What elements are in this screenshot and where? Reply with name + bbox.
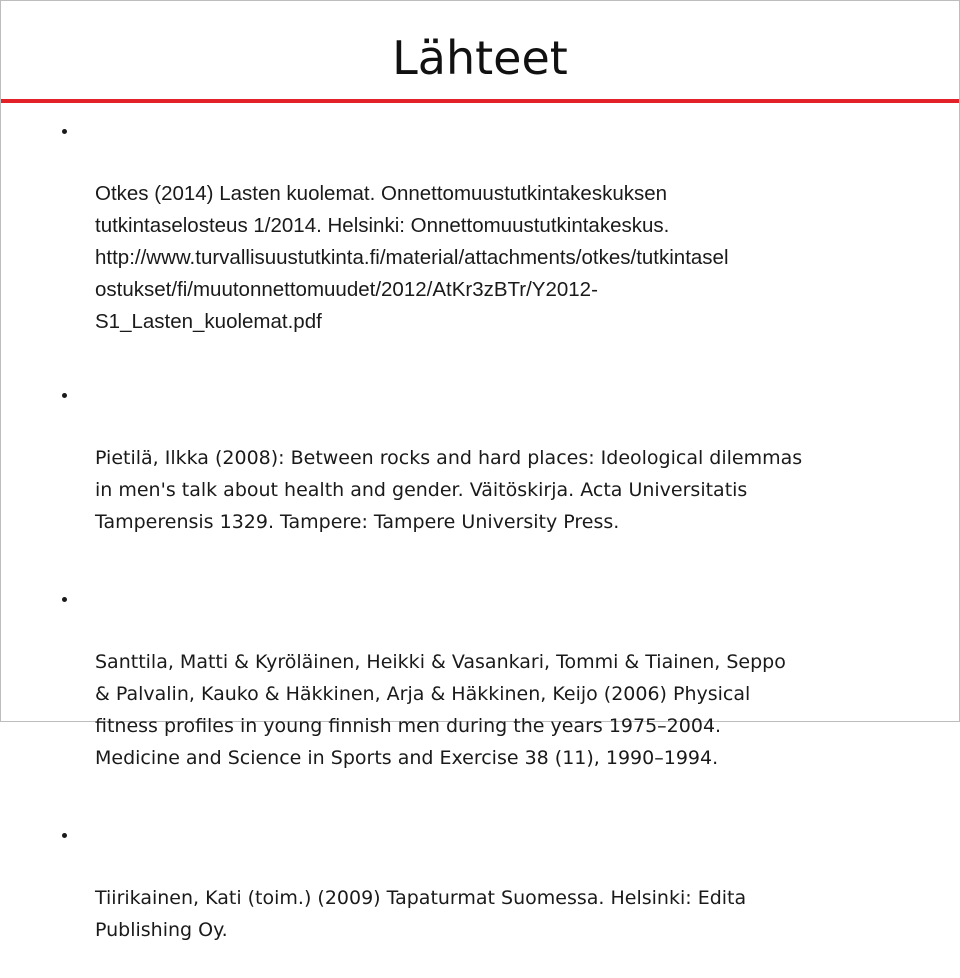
reference-text: Otkes (2014) Lasten kuolemat. Onnettomuustutkintakeskuksen tutkintaselosteus 1/2014. Helsinki: Onnettomuustutkintakeskus. http://www.turvallisuustutkinta.fi/material/attachments/otkes/tutkintasel ostukset/fi/muutonnettomuudet/2012/AtKr3zBTr/Y2012- S1_Lasten_kuolemat.pdf	[95, 182, 729, 333]
reference-item-pietila	[1, 378, 959, 570]
reference-list	[1, 114, 959, 978]
reference-text: Pietilä, Ilkka (2008): Between rocks and hard places: Ideological dilemmas in men's talk about health and gender. Väitöskirja. Acta Universitatis Tamperensis 1329. Tampere: Tampere University Press.	[95, 447, 803, 533]
slide-title: Lähteet	[392, 31, 568, 85]
bullet-icon	[62, 393, 67, 398]
reference-text: Tiirikainen, Kati (toim.) (2009) Tapaturmat Suomessa. Helsinki: Edita Publishing Oy.	[95, 887, 747, 941]
reference-item-otkes	[1, 114, 959, 370]
title-accent-bar	[1, 99, 959, 103]
bullet-icon	[62, 597, 67, 602]
bullet-icon	[62, 129, 67, 134]
reference-item-tiirikainen	[1, 818, 959, 978]
reference-item-santtila	[1, 582, 959, 806]
reference-text: Santtila, Matti & Kyröläinen, Heikki & Vasankari, Tommi & Tiainen, Seppo & Palvalin, Kauko & Häkkinen, Arja & Häkkinen, Keijo (2006) Physical fitness profiles in young finnish men during the years 1975–2004. Medicine and Science in Sports and Exercise 38 (11), 1990–1994.	[95, 651, 786, 769]
bullet-icon	[62, 833, 67, 838]
